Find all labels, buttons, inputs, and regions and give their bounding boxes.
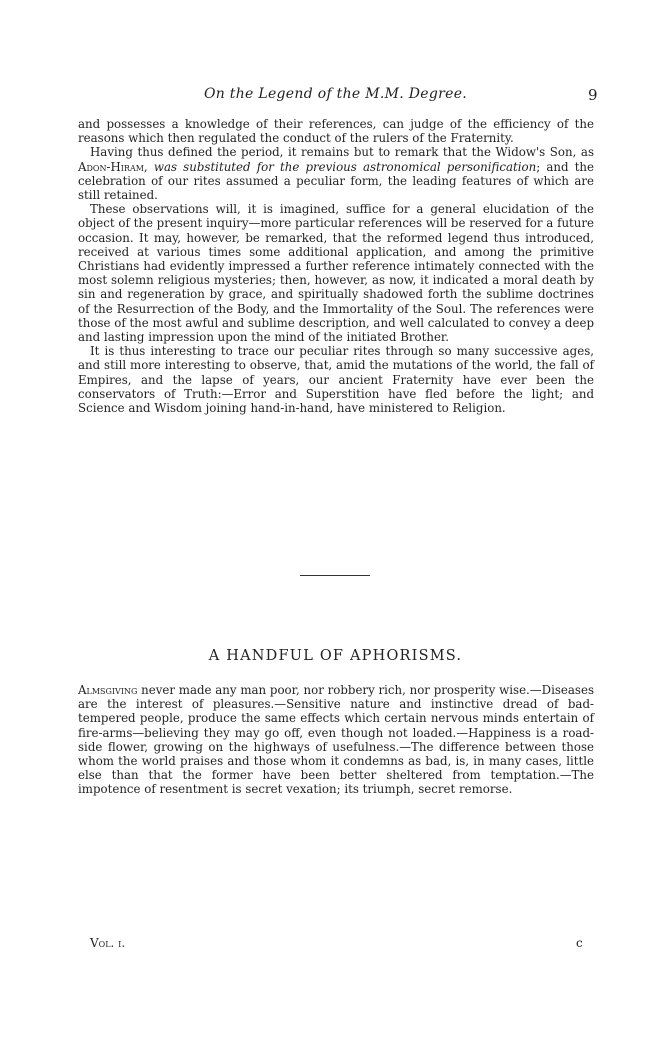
aphorisms-paragraph [78,683,594,797]
paragraph-text: , [143,159,154,174]
section-divider [300,575,370,576]
signature-mark: c [576,936,583,950]
aphorisms-text: never made any man poor, nor robbery rich, nor prosperity wise.—Diseases are the interest of pleasures.—Sensitive nature and instinctive dread of bad-tempered people, produce the same effects which certain nervous minds entertain of fire-arms—believing they may go off, even though not loaded.—Happiness is a road-side flower, growing on the highways of usefulness.—The difference between those whom the world praises and those whom it condemns as bad, is, in many cases, little else than that the former have been better sheltered from temptation.—The impotence of resentment is secret vexation; its triumph, secret remorse. [78,683,594,797]
aphorisms-heading: A HANDFUL OF APHORISMS. [208,648,463,664]
paragraph-conclusion: It is thus interesting to trace our peculiar rites through so many successive ages, and still more interesting to observe, that, amid the mutations of the world, the fall of Empires, and the lapse of years, our ancient Fraternity have ever been the conservators of Truth:—Error and Superstition have fled before the light; and Science and Wisdom joining hand-in-hand, have ministered to Religion. [78,344,594,416]
running-title: On the Legend of the M.M. Degree. [203,86,468,102]
volume-label: Vol. i. [90,936,126,950]
aphorisms-body [78,683,594,797]
adon-hiram-name: Adon-Hiram [78,159,144,174]
page-footer [0,936,671,956]
lead-word: Almsgiving [78,683,138,697]
article-body [78,117,594,415]
paragraph-observations: These observations will, it is imagined, suffice for a general elucidation of the object of the present inquiry—more particular references will be reserved for a future occasion. It may, however, be remarked, that the reformed legend thus introduced, received at various times some additional application, and among the primitive Christians had evidently impressed a further reference intimately connected with the most solemn religious mysteries; then, however, as now, it indicated a moral death by sin and regeneration by grace, and spiritually shadowed forth the sublime doctrines of the Resurrection of the Body, and the Immortality of the Soul. The references were those of the most awful and sublime description, and well calculated to convey a deep and lasting impression upon the mind of the initiated Brother. [78,202,594,345]
paragraph-text: Having thus defined the period, it remains but to remark that the Widow's Son, as [90,145,594,160]
paragraph-continuation: and possesses a knowledge of their references, can judge of the efficiency of the reasons which then regulated the conduct of the rulers of the Fraternity. [78,117,594,146]
page-number: 9 [588,86,598,104]
italic-phrase: was substituted for the previous astronomical personification [153,159,537,174]
paragraph-text: ; and the celebration of our rites assumed a peculiar form, the leading features of which are still retained. [78,159,595,203]
running-head [0,86,671,108]
paragraph-widows-son [78,145,594,202]
